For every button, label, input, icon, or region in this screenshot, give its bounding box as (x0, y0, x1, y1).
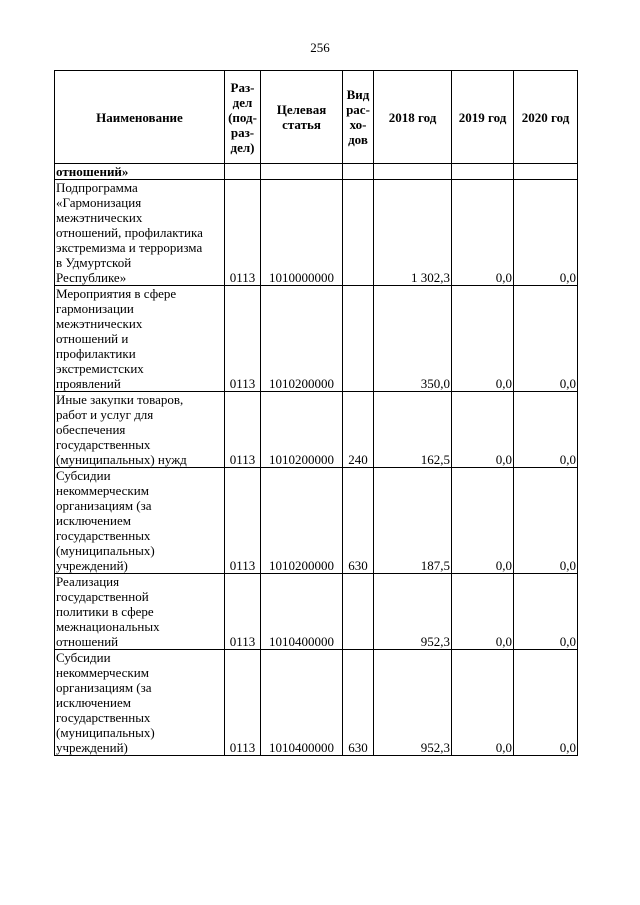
row-celevaya: 1010400000 (261, 650, 343, 756)
empty-cell (452, 164, 514, 180)
row-celevaya: 1010400000 (261, 574, 343, 650)
continuation-text: отношений» (55, 164, 225, 180)
row-2019: 0,0 (452, 286, 514, 392)
empty-cell (374, 164, 452, 180)
row-2019: 0,0 (452, 468, 514, 574)
row-vid (343, 574, 374, 650)
row-razdel: 0113 (225, 650, 261, 756)
header-name: Наименование (55, 71, 225, 164)
row-name: Подпрограмма «Гармонизация межэтнических отношений, профилактика экстремизма и терроризма в Удмуртской Республике» (55, 180, 225, 286)
table-row (55, 392, 578, 468)
table-row (55, 574, 578, 650)
table-header-row (55, 71, 578, 164)
empty-cell (261, 164, 343, 180)
row-2020: 0,0 (514, 468, 578, 574)
empty-cell (225, 164, 261, 180)
row-name: Субсидии некоммерческим организациям (за исключением государственных (муниципальных) учреждений) (55, 468, 225, 574)
row-2020: 0,0 (514, 392, 578, 468)
row-vid: 240 (343, 392, 374, 468)
header-2020: 2020 год (514, 71, 578, 164)
table-row (55, 286, 578, 392)
row-2018: 1 302,3 (374, 180, 452, 286)
row-2018: 187,5 (374, 468, 452, 574)
row-celevaya: 1010000000 (261, 180, 343, 286)
row-razdel: 0113 (225, 468, 261, 574)
row-celevaya: 1010200000 (261, 286, 343, 392)
budget-table (54, 70, 578, 756)
row-2020: 0,0 (514, 286, 578, 392)
row-2019: 0,0 (452, 650, 514, 756)
row-2019: 0,0 (452, 574, 514, 650)
table-row (55, 180, 578, 286)
row-2018: 350,0 (374, 286, 452, 392)
row-name: Мероприятия в сфере гармонизации межэтнических отношений и профилактики экстремистских проявлений (55, 286, 225, 392)
header-razdel: Раз- дел (под- раз- дел) (225, 71, 261, 164)
row-razdel: 0113 (225, 392, 261, 468)
row-razdel: 0113 (225, 180, 261, 286)
row-2020: 0,0 (514, 180, 578, 286)
row-2018: 952,3 (374, 650, 452, 756)
row-razdel: 0113 (225, 286, 261, 392)
row-2019: 0,0 (452, 180, 514, 286)
table-row (55, 468, 578, 574)
row-celevaya: 1010200000 (261, 392, 343, 468)
row-2019: 0,0 (452, 392, 514, 468)
row-vid (343, 286, 374, 392)
continuation-row (55, 164, 578, 180)
row-2018: 952,3 (374, 574, 452, 650)
header-celevaya: Целевая статья (261, 71, 343, 164)
row-name: Реализация государственной политики в сфере межнациональных отношений (55, 574, 225, 650)
row-2020: 0,0 (514, 574, 578, 650)
page-number: 256 (310, 40, 330, 55)
empty-cell (343, 164, 374, 180)
row-vid: 630 (343, 468, 374, 574)
row-vid (343, 180, 374, 286)
header-2019: 2019 год (452, 71, 514, 164)
header-2018: 2018 год (374, 71, 452, 164)
empty-cell (514, 164, 578, 180)
row-name: Субсидии некоммерческим организациям (за исключением государственных (муниципальных) учреждений) (55, 650, 225, 756)
row-2018: 162,5 (374, 392, 452, 468)
table-row (55, 650, 578, 756)
row-celevaya: 1010200000 (261, 468, 343, 574)
row-vid: 630 (343, 650, 374, 756)
row-razdel: 0113 (225, 574, 261, 650)
header-vid: Вид рас- хо- дов (343, 71, 374, 164)
row-2020: 0,0 (514, 650, 578, 756)
row-name: Иные закупки товаров, работ и услуг для обеспечения государственных (муниципальных) нужд (55, 392, 225, 468)
